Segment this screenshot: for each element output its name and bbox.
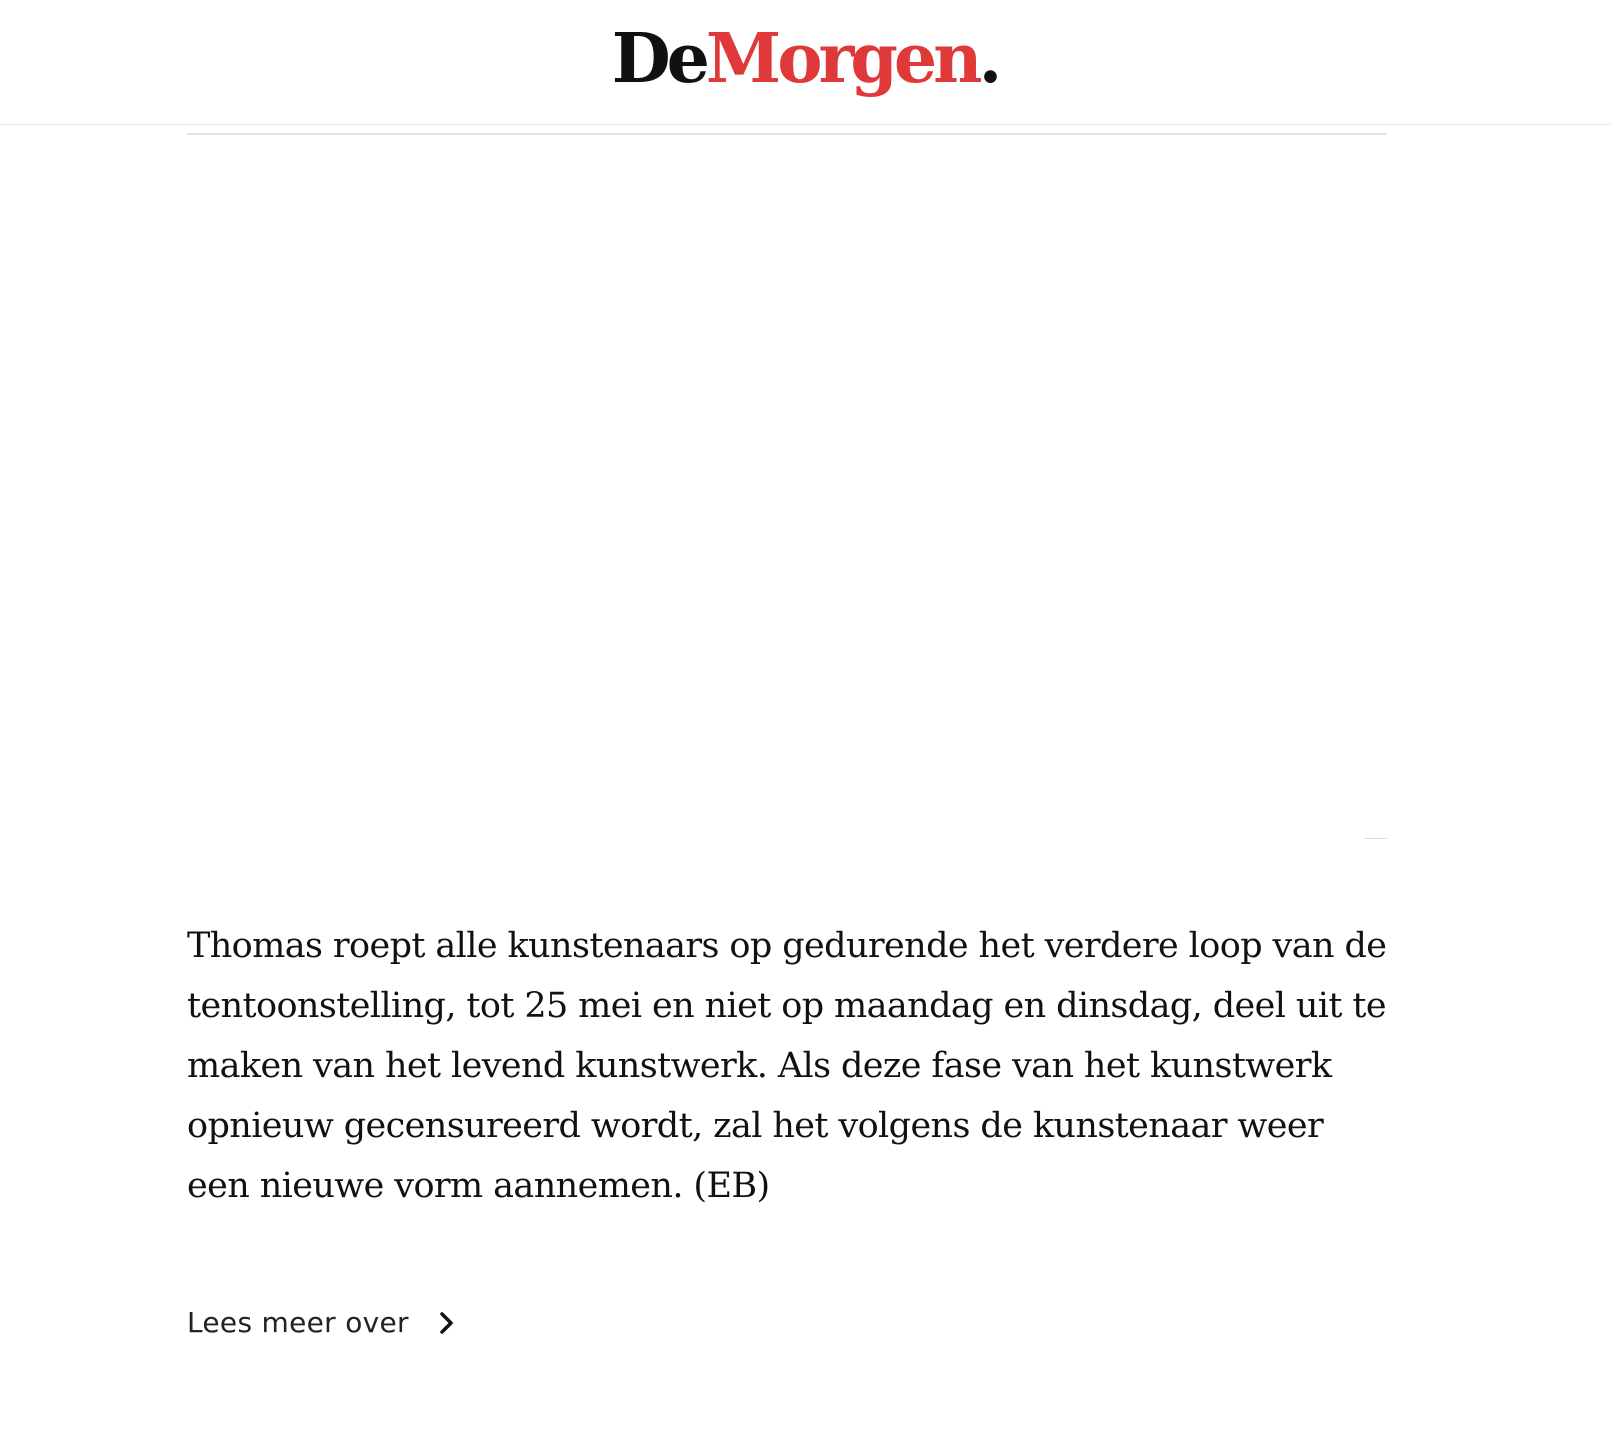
- logo-morgen-text: Morgen: [705, 19, 979, 99]
- ad-slot: [187, 135, 1387, 835]
- read-more-label: Lees meer over: [187, 1306, 409, 1339]
- site-header: [0, 0, 1610, 125]
- chevron-right-icon: [437, 1309, 457, 1337]
- article-paragraph: Thomas roept alle kunstenaars op gedurende het verdere loop van de tentoonstelling, tot 25 mei en niet op maandag en dinsdag, deel uit te maken van het levend kunstwerk. Als deze fase van het kunstwerk opnieuw gecensureerd wordt, zal het volgens de kunstenaar weer een nieuwe vorm aannemen. (EB): [187, 926, 1387, 1206]
- ad-slot-marker: [1364, 838, 1387, 839]
- read-more-link[interactable]: [187, 1306, 457, 1339]
- logo-dot: .: [978, 19, 999, 99]
- logo-de-text: De: [611, 19, 706, 99]
- site-logo[interactable]: [0, 14, 1610, 104]
